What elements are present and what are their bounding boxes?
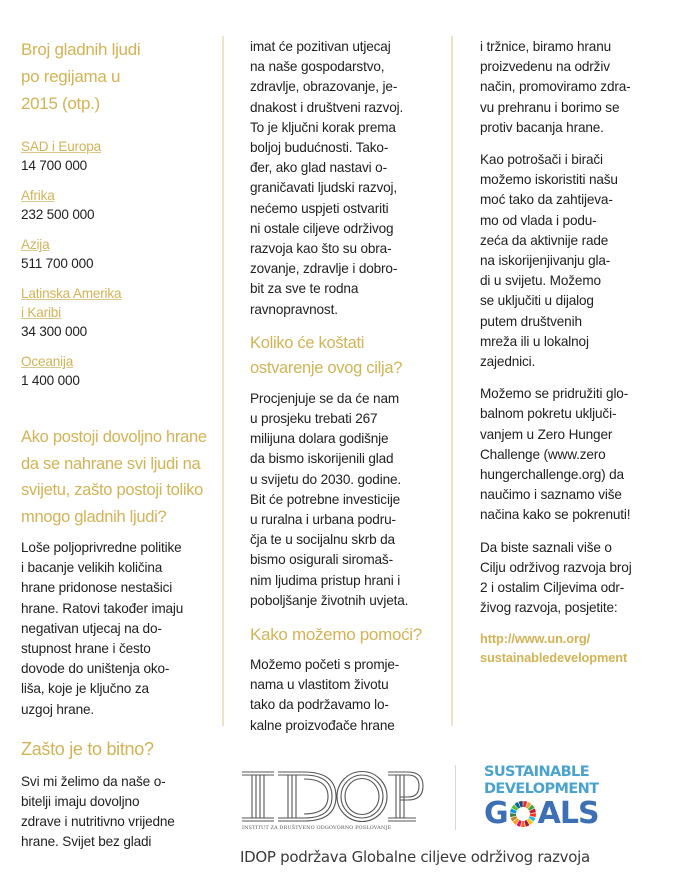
text-line: Cilju održivog razvoja broj — [480, 559, 632, 575]
text-line: u svijetu do 2030. godine. — [250, 471, 402, 487]
text-line: uzgoj hrane. — [21, 701, 95, 717]
text-line: poboljšanje životnih uvjeta. — [250, 592, 409, 608]
text-line: liša, koje je ključno za — [21, 681, 149, 697]
idop-logo-subtitle: INSTITUT ZA DRUŠTVENO ODGOVORNO POSLOVANJE — [242, 825, 392, 831]
text-line: bit za sve te rodna — [250, 281, 359, 297]
text-line: zajednici. — [480, 354, 536, 370]
text-line: živog razvoja, posjetite: — [480, 600, 618, 616]
sdg-logo — [484, 764, 608, 830]
regions-list — [21, 137, 216, 391]
heading-line: svijetu, zašto postoji toliko — [21, 481, 204, 499]
text-line: na iskorijenjivanju gla- — [480, 253, 611, 269]
text-line: vanjem u Zero Hunger — [480, 426, 613, 442]
text-line: razvoja kao što su obra- — [250, 241, 392, 257]
heading-line: da se nahrane svi ljudi na — [21, 454, 201, 473]
text-line: naučimo i saznamo više — [480, 487, 622, 503]
text-line: Procjenjuje se da će nam — [250, 390, 400, 406]
text-line: vu prehranu i borimo se — [480, 99, 620, 115]
text-line: Da biste saznali više o — [480, 539, 612, 555]
text-line: na naše gospodarstvo, — [250, 59, 385, 75]
text-line: zdrave i nutritivno vrijedne — [21, 814, 175, 830]
text-line: zeća da aktivnije rade — [480, 232, 609, 248]
text-line: Možemo se pridružiti glo- — [480, 386, 629, 402]
text-line: nećemo uspjeti ostvariti — [250, 200, 389, 216]
heading-line: ostvarenje ovog cilja? — [250, 358, 403, 377]
link-line: sustainabledevelopment — [480, 650, 628, 666]
text-line: negativan utjecaj na do- — [21, 620, 162, 636]
heading-line: 2015 (otp.) — [21, 94, 100, 113]
text-line: hungerchallenge.org) da — [480, 467, 624, 483]
text-line: mo od vlada i podu- — [480, 212, 597, 228]
region-hungry-count: 34 300 000 — [21, 324, 88, 339]
region-name[interactable]: SAD i Europa — [21, 139, 101, 154]
text-line: u prosjeku trebati 267 — [250, 411, 378, 427]
text-line: tako da podržavamo lo- — [250, 697, 389, 713]
sdg-logo-word-3: G ALS — [484, 796, 599, 831]
paragraph-4 — [480, 538, 670, 619]
text-line: način, promoviramo zdra- — [480, 79, 631, 95]
text-line: protiv bacanja hrane. — [480, 119, 604, 135]
text-line: putem društvenih — [480, 313, 582, 329]
heading-line: mnogo gladnih ljudi? — [21, 507, 167, 526]
why-body — [21, 772, 216, 853]
column-3 — [480, 37, 670, 667]
text-line: čja te u socijalnu skrb da — [250, 532, 395, 548]
footer-caption: IDOP podržava Globalne ciljeve održivog razvoja — [240, 848, 590, 866]
sdg-logo-word-2: DEVELOPMENT — [484, 781, 599, 797]
region-hungry-count: 14 700 000 — [21, 158, 88, 173]
column-2 — [250, 37, 445, 736]
help-heading: Kako možemo pomoći? — [250, 625, 422, 645]
text-line: da bismo iskorijenili glad — [250, 451, 394, 467]
text-line: balnom pokretu uključi- — [480, 406, 617, 422]
why-heading: Zašto je to bitno? — [21, 738, 154, 759]
text-line: možemo iskoristiti našu — [480, 172, 618, 188]
text-line: stupnost hrane i često — [21, 641, 151, 657]
cost-heading — [250, 331, 445, 381]
column-divider-1 — [222, 36, 224, 726]
region-item — [21, 284, 216, 342]
text-line: načina kako se pokrenuti! — [480, 507, 631, 523]
logo-divider — [455, 765, 456, 830]
region-item — [21, 186, 216, 225]
text-line: Možemo početi s promje- — [250, 657, 400, 673]
text-line: boljoj budućnosti. Tako- — [250, 140, 389, 156]
region-name[interactable]: Oceanija — [21, 354, 74, 369]
text-line: milijuna dolara godišnje — [250, 431, 389, 447]
text-line: se uključiti u dijalog — [480, 293, 594, 309]
text-line: kalne proizvođače hrane — [250, 717, 395, 733]
text-line: di u svijetu. Možemo — [480, 273, 601, 289]
region-hungry-count: 511 700 000 — [21, 256, 94, 271]
continued-body — [250, 37, 445, 320]
question-body — [21, 538, 216, 720]
text-line: nama u vlastitom životu — [250, 677, 389, 693]
text-line: bismo osigurali siromaš- — [250, 552, 393, 568]
region-name[interactable]: Afrika — [21, 188, 55, 203]
heading-line: Koliko će koštati — [250, 333, 365, 352]
text-line: Bit će potrebne investicije — [250, 491, 401, 507]
text-line: Kao potrošači i birači — [480, 152, 603, 168]
column-1 — [21, 36, 216, 853]
text-line: zovanje, zdravlje i dobro- — [250, 261, 398, 277]
region-item — [21, 235, 216, 274]
text-line: hrane. Ratovi također imaju — [21, 600, 184, 616]
text-line: ravnopravnost. — [250, 301, 338, 317]
text-line: ni ostale ciljeve održivog — [250, 220, 394, 236]
region-name[interactable]: Azija — [21, 237, 50, 252]
text-line: Svi mi želimo da naše o- — [21, 773, 166, 789]
paragraph-2 — [480, 150, 670, 372]
region-name[interactable]: Latinska Amerika — [21, 286, 122, 301]
text-line: nim ljudima pristup hrani i — [250, 572, 401, 588]
text-line: đer, ako glad nastavi o- — [250, 160, 387, 176]
help-body — [250, 655, 445, 736]
sdg-wheel-segment — [521, 821, 525, 827]
text-line: graničavati ljudski razvoj, — [250, 180, 398, 196]
un-sustainable-development-link[interactable] — [480, 629, 670, 667]
heading-line: Ako postoji dovoljno hrane — [21, 428, 207, 446]
text-line: hrane pridonose nestašici — [21, 580, 173, 596]
text-line: mreža ili u lokalnoj — [480, 333, 589, 349]
heading-line: Broj gladnih ljudi — [21, 40, 141, 59]
column-divider-2 — [451, 36, 453, 726]
region-item — [21, 352, 216, 391]
region-name[interactable]: i Karibi — [21, 305, 61, 320]
text-line: dnakost i društveni razvoj. — [250, 99, 404, 115]
sdg-logo-word-1: SUSTAINABLE — [484, 764, 589, 780]
text-line: moć tako da zahtijeva- — [480, 192, 613, 208]
link-line: http://www.un.org/ — [480, 631, 591, 647]
text-line: bitelji imaju dovoljno — [21, 794, 140, 810]
text-line: imat će pozitivan utjecaj — [250, 39, 391, 54]
cost-body — [250, 389, 445, 611]
text-line: Challenge (www.zero — [480, 446, 606, 462]
region-hungry-count: 1 400 000 — [21, 373, 80, 388]
text-line: dovode do uništenja oko- — [21, 661, 170, 677]
text-line: zdravlje, obrazovanje, je- — [250, 79, 398, 95]
text-line: To je ključni korak prema — [250, 119, 396, 135]
text-line: Loše poljoprivredne politike — [21, 540, 182, 555]
text-line: proizvedenu na održiv — [480, 59, 610, 75]
text-line: hrane. Svijet bez gladi — [21, 834, 152, 850]
text-line: u ruralna i urbana podru- — [250, 512, 396, 528]
text-line: i bacanje velikih količina — [21, 560, 163, 576]
sdg-wheel-icon — [509, 800, 537, 828]
text-line: 2 i ostalim Ciljevima odr- — [480, 580, 625, 596]
idop-logo — [240, 764, 425, 834]
question-heading — [21, 424, 216, 530]
heading-line: po regijama u — [21, 67, 121, 86]
text-line: i tržnice, biramo hranu — [480, 39, 612, 54]
regions-heading — [21, 36, 216, 117]
paragraph-1 — [480, 37, 670, 138]
paragraph-3 — [480, 384, 670, 525]
region-hungry-count: 232 500 000 — [21, 207, 95, 222]
region-item — [21, 137, 216, 176]
idop-logo-graphic — [240, 764, 425, 834]
